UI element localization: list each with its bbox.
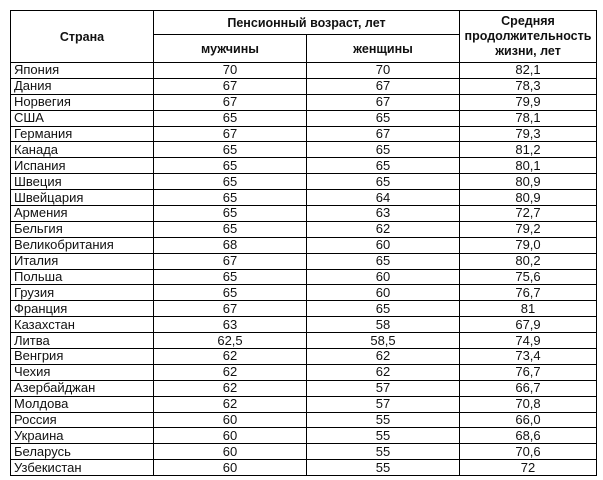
country-cell: Канада [11, 142, 154, 158]
header-retirement-age: Пенсионный возраст, лет [154, 11, 460, 35]
country-cell: Польша [11, 269, 154, 285]
women-cell: 55 [307, 412, 460, 428]
country-cell: США [11, 110, 154, 126]
men-cell: 60 [154, 412, 307, 428]
life-expectancy-cell: 74,9 [460, 333, 597, 349]
country-cell: Казахстан [11, 317, 154, 333]
table-row [11, 444, 597, 460]
table-row [11, 110, 597, 126]
life-expectancy-cell: 81 [460, 301, 597, 317]
life-expectancy-cell: 72,7 [460, 206, 597, 222]
women-cell: 57 [307, 396, 460, 412]
table-row [11, 285, 597, 301]
life-expectancy-cell: 80,9 [460, 190, 597, 206]
country-cell: Украина [11, 428, 154, 444]
women-cell: 67 [307, 78, 460, 94]
table-row [11, 269, 597, 285]
women-cell: 63 [307, 206, 460, 222]
retirement-age-table [10, 10, 597, 476]
table-row [11, 158, 597, 174]
table-row [11, 364, 597, 380]
table-row [11, 380, 597, 396]
women-cell: 65 [307, 174, 460, 190]
men-cell: 65 [154, 158, 307, 174]
men-cell: 65 [154, 285, 307, 301]
table-row [11, 301, 597, 317]
women-cell: 62 [307, 221, 460, 237]
table-row [11, 126, 597, 142]
women-cell: 60 [307, 285, 460, 301]
country-cell: Франция [11, 301, 154, 317]
life-expectancy-cell: 75,6 [460, 269, 597, 285]
country-cell: Литва [11, 333, 154, 349]
women-cell: 70 [307, 63, 460, 79]
life-expectancy-cell: 79,9 [460, 94, 597, 110]
life-expectancy-cell: 79,2 [460, 221, 597, 237]
women-cell: 58,5 [307, 333, 460, 349]
men-cell: 65 [154, 110, 307, 126]
life-expectancy-cell: 79,0 [460, 237, 597, 253]
men-cell: 60 [154, 428, 307, 444]
country-cell: Узбекистан [11, 460, 154, 476]
men-cell: 62,5 [154, 333, 307, 349]
table-row [11, 333, 597, 349]
men-cell: 65 [154, 190, 307, 206]
country-cell: Армения [11, 206, 154, 222]
life-expectancy-cell: 66,7 [460, 380, 597, 396]
country-cell: Молдова [11, 396, 154, 412]
country-cell: Испания [11, 158, 154, 174]
men-cell: 67 [154, 253, 307, 269]
country-cell: Германия [11, 126, 154, 142]
country-cell: Грузия [11, 285, 154, 301]
life-expectancy-cell: 67,9 [460, 317, 597, 333]
women-cell: 65 [307, 110, 460, 126]
header-country: Страна [11, 11, 154, 63]
life-expectancy-cell: 78,1 [460, 110, 597, 126]
life-expectancy-cell: 68,6 [460, 428, 597, 444]
men-cell: 67 [154, 94, 307, 110]
life-expectancy-cell: 79,3 [460, 126, 597, 142]
country-cell: Норвегия [11, 94, 154, 110]
women-cell: 67 [307, 126, 460, 142]
men-cell: 65 [154, 174, 307, 190]
country-cell: Чехия [11, 364, 154, 380]
country-cell: Беларусь [11, 444, 154, 460]
women-cell: 55 [307, 460, 460, 476]
women-cell: 60 [307, 237, 460, 253]
table-row [11, 94, 597, 110]
country-cell: Бельгия [11, 221, 154, 237]
men-cell: 67 [154, 301, 307, 317]
men-cell: 68 [154, 237, 307, 253]
men-cell: 62 [154, 364, 307, 380]
table-row [11, 63, 597, 79]
table-row [11, 190, 597, 206]
country-cell: Венгрия [11, 349, 154, 365]
life-expectancy-cell: 82,1 [460, 63, 597, 79]
life-expectancy-cell: 81,2 [460, 142, 597, 158]
life-expectancy-cell: 80,9 [460, 174, 597, 190]
table-row [11, 174, 597, 190]
men-cell: 65 [154, 269, 307, 285]
table-row [11, 142, 597, 158]
life-expectancy-cell: 66,0 [460, 412, 597, 428]
life-expectancy-cell: 76,7 [460, 364, 597, 380]
table-body [11, 63, 597, 476]
men-cell: 67 [154, 126, 307, 142]
table-row [11, 253, 597, 269]
table-row [11, 237, 597, 253]
men-cell: 70 [154, 63, 307, 79]
life-expectancy-cell: 80,2 [460, 253, 597, 269]
life-expectancy-cell: 70,6 [460, 444, 597, 460]
table-row [11, 460, 597, 476]
women-cell: 62 [307, 349, 460, 365]
table-row [11, 428, 597, 444]
women-cell: 62 [307, 364, 460, 380]
men-cell: 60 [154, 444, 307, 460]
table-row [11, 206, 597, 222]
table-row [11, 396, 597, 412]
table-row [11, 317, 597, 333]
header-life-expectancy: Средняя продолжительность жизни, лет [460, 11, 597, 63]
country-cell: Дания [11, 78, 154, 94]
header-women: женщины [307, 35, 460, 63]
women-cell: 65 [307, 158, 460, 174]
life-expectancy-cell: 78,3 [460, 78, 597, 94]
country-cell: Япония [11, 63, 154, 79]
life-expectancy-cell: 73,4 [460, 349, 597, 365]
women-cell: 64 [307, 190, 460, 206]
life-expectancy-cell: 70,8 [460, 396, 597, 412]
men-cell: 65 [154, 142, 307, 158]
women-cell: 55 [307, 428, 460, 444]
men-cell: 63 [154, 317, 307, 333]
country-cell: Россия [11, 412, 154, 428]
table-row [11, 78, 597, 94]
men-cell: 62 [154, 380, 307, 396]
country-cell: Азербайджан [11, 380, 154, 396]
women-cell: 58 [307, 317, 460, 333]
country-cell: Швеция [11, 174, 154, 190]
men-cell: 65 [154, 221, 307, 237]
men-cell: 60 [154, 460, 307, 476]
life-expectancy-cell: 76,7 [460, 285, 597, 301]
country-cell: Италия [11, 253, 154, 269]
women-cell: 57 [307, 380, 460, 396]
women-cell: 65 [307, 301, 460, 317]
women-cell: 55 [307, 444, 460, 460]
women-cell: 67 [307, 94, 460, 110]
men-cell: 62 [154, 349, 307, 365]
table-row [11, 349, 597, 365]
men-cell: 62 [154, 396, 307, 412]
country-cell: Великобритания [11, 237, 154, 253]
table-row [11, 412, 597, 428]
women-cell: 65 [307, 253, 460, 269]
life-expectancy-cell: 80,1 [460, 158, 597, 174]
header-men: мужчины [154, 35, 307, 63]
men-cell: 67 [154, 78, 307, 94]
women-cell: 60 [307, 269, 460, 285]
life-expectancy-cell: 72 [460, 460, 597, 476]
table-row [11, 221, 597, 237]
country-cell: Швейцария [11, 190, 154, 206]
women-cell: 65 [307, 142, 460, 158]
men-cell: 65 [154, 206, 307, 222]
